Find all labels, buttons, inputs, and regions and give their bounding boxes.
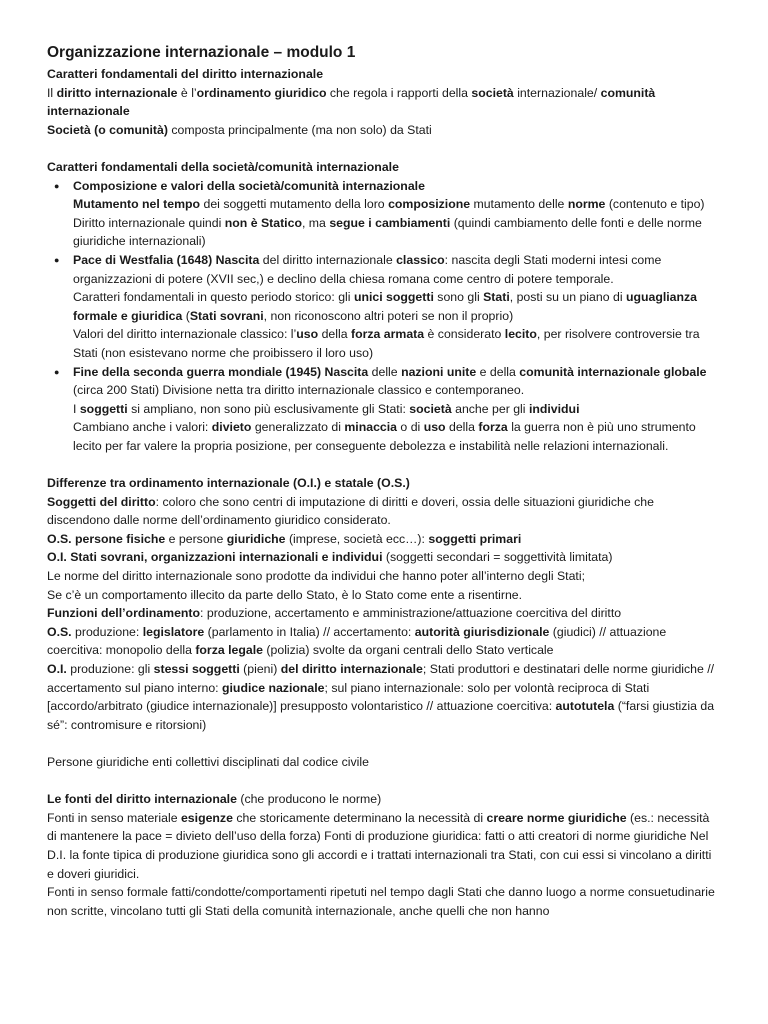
text-run: delle — [368, 364, 402, 379]
bold-text: diritto internazionale — [56, 85, 178, 100]
bold-text: Soggetti del diritto — [47, 494, 156, 509]
text-run: (“farsi giustizia da sé”: contromisure e ritorsioni) — [47, 699, 715, 732]
text-run: : produzione, accertamento e amministrazione/attuazione coercitiva del diritto — [200, 606, 622, 621]
bold-text: autotutela — [555, 699, 615, 714]
text-run: Persone giuridiche enti collettivi disciplinati dal codice civile — [47, 754, 369, 769]
text-run: anche per gli — [451, 401, 529, 416]
paragraph — [47, 660, 719, 734]
text-run: ; sul piano internazionale: solo per volontà reciproca di Stati [accordo/arbitrato (giudice internazionale)] presupposto volontaristico // attuazione coercitiva: — [47, 680, 650, 714]
bullet-item — [73, 251, 719, 363]
bold-text: Caratteri fondamentali della società/comunità internazionale — [47, 159, 399, 174]
paragraph — [47, 567, 719, 586]
text-run: (soggetti secondari = soggettività limitata) — [382, 550, 613, 565]
document-body — [47, 65, 719, 920]
paragraph — [47, 530, 719, 549]
text-run: (pieni) — [239, 662, 281, 676]
bold-text: società — [471, 85, 514, 100]
bold-text: Pace di Westfalia (1648) Nascita — [73, 252, 260, 267]
text-run: sono gli — [433, 290, 484, 305]
text-run: (giudici) // attuazione coercitiva: monopolio della — [47, 624, 667, 658]
bold-text: Caratteri fondamentali del diritto internazionale — [47, 67, 324, 81]
bullet-line — [73, 363, 719, 400]
text-run: o di — [397, 420, 424, 435]
bullet-list — [47, 177, 719, 456]
bullet-line — [73, 195, 719, 214]
text-run: Diritto internazionale quindi — [73, 215, 225, 230]
text-run: è l’ — [177, 85, 197, 100]
bold-text: lecito — [504, 327, 537, 342]
text-run: Fonti in senso formale fatti/condotte/comportamenti ripetuti nel tempo dagli Stati che danno luogo a norme consuetudinarie non scritte, vincolano tutti gli Stati della comunità internazionale, anche quelli che non hanno — [47, 885, 715, 918]
bullet-item — [73, 177, 719, 251]
text-run: I — [73, 401, 80, 416]
bold-text: esigenze — [180, 810, 233, 825]
text-run: ; Stati produttori e destinatari delle norme giuridiche // accertamento sul piano interno: — [47, 662, 715, 695]
text-run: Cambiano anche i valori: — [73, 420, 212, 435]
bullet-line — [73, 177, 719, 196]
paragraph — [47, 548, 719, 567]
bullet-line — [73, 400, 719, 419]
bold-text: giuridiche — [226, 531, 286, 546]
paragraph — [47, 121, 719, 140]
text-run: , non riconoscono altri poteri se non il proprio) — [263, 308, 514, 323]
text-run: Fonti in senso materiale — [47, 810, 181, 825]
bold-text: classico — [396, 252, 445, 267]
text-run: : nascita degli Stati moderni intesi come organizzazioni di potere (XVII sec,) e declino della chiesa romana come centro di potere temporale. — [73, 252, 662, 286]
bold-text: creare norme giuridiche — [486, 810, 627, 825]
bold-text: soggetti primari — [428, 531, 522, 546]
paragraph — [47, 809, 719, 883]
bullet-line — [73, 251, 719, 288]
text-run: produzione: — [71, 624, 143, 639]
bold-text: uso — [296, 327, 319, 342]
paragraph-gap — [47, 772, 719, 791]
document-page — [47, 42, 719, 920]
paragraph — [47, 604, 719, 623]
bold-text: comunità internazionale globale — [519, 364, 707, 379]
bold-text: società — [409, 401, 452, 416]
text-run: ( — [182, 308, 190, 323]
paragraph — [47, 474, 719, 493]
text-run: della — [318, 327, 351, 342]
text-run: che storicamente determinano la necessità di — [232, 810, 487, 825]
bold-text: Differenze tra ordinamento internazionale (O.I.) e statale (O.S.) — [47, 476, 410, 491]
paragraph — [47, 158, 719, 177]
bold-text: divieto — [211, 420, 252, 435]
text-run: del diritto internazionale — [259, 252, 397, 267]
text-run: , per risolvere controversie tra Stati (non esistevano norme che proibissero il loro uso) — [73, 327, 700, 360]
bullet-line — [73, 418, 719, 455]
text-run: , posti su un piano di — [509, 290, 626, 305]
text-run: Le norme del diritto internazionale sono prodotte da individui che hanno poter all’interno degli Stati; — [47, 569, 585, 584]
bold-text: forza armata — [350, 327, 425, 342]
text-run: mutamento delle — [470, 197, 568, 212]
text-run: Caratteri fondamentali in questo periodo storico: gli — [73, 290, 354, 305]
text-run: composta principalmente (ma non solo) da Stati — [167, 122, 432, 137]
paragraph — [47, 65, 719, 84]
bold-text: O.I. Stati sovrani, organizzazioni internazionali e individui — [47, 550, 383, 565]
text-run: (circa 200 Stati) Divisione netta tra diritto internazionale classico e contemporaneo. — [73, 383, 525, 398]
bold-text: uguaglianza formale e giuridica — [73, 290, 698, 323]
text-run: Il — [47, 85, 57, 100]
text-run: internazionale/ — [513, 85, 601, 100]
paragraph-gap — [47, 139, 719, 158]
text-run: (es.: necessità di mantenere la pace = divieto dell’uso della forza) Fonti di produzione giuridica: fatti o atti creatori di norme giuridiche Nel D.I. la fonte tipica di produzione giuridica sono gli accordi e i trattati internazionali tra Stati, con cui essi si vincolano a diritti e doveri giuridici. — [47, 810, 712, 881]
bold-text: forza — [478, 420, 508, 435]
text-run: , ma — [301, 215, 330, 230]
paragraph — [47, 493, 719, 530]
bold-text: individui — [528, 401, 580, 416]
text-run: (parlamento in Italia) // accertamento: — [204, 624, 415, 639]
text-run: e persone — [165, 531, 227, 546]
paragraph — [47, 883, 719, 920]
bullet-item — [73, 363, 719, 456]
bold-text: forza legale — [195, 643, 263, 658]
text-run: generalizzato di — [251, 420, 345, 435]
text-run: si ampliano, non sono più esclusivamente gli Stati: — [127, 401, 410, 416]
bold-text: Composizione e valori della società/comunità internazionale — [73, 178, 425, 193]
bold-text: giudice nazionale — [222, 680, 325, 695]
bold-text: stessi soggetti — [153, 662, 240, 676]
bold-text: non è Statico — [224, 215, 302, 230]
bold-text: O.I. — [47, 662, 67, 676]
bold-text: autorità giurisdizionale — [414, 624, 550, 639]
text-run: Se c’è un comportamento illecito da parte dello Stato, è lo Stato come ente a risentirne. — [47, 587, 523, 602]
bullet-line — [73, 325, 719, 362]
paragraph — [47, 586, 719, 605]
paragraph-gap — [47, 455, 719, 474]
text-run: (contenuto e tipo) — [605, 197, 705, 212]
bold-text: O.S. persone fisiche — [47, 531, 166, 546]
bold-text: segue i cambiamenti — [329, 215, 451, 230]
text-run: produzione: gli — [66, 662, 154, 676]
bold-text: Mutamento nel tempo — [73, 197, 201, 212]
bold-text: soggetti — [79, 401, 128, 416]
text-run: Valori del diritto internazionale classico: l’ — [73, 327, 297, 342]
bold-text: O.S. — [47, 624, 72, 639]
bold-text: Le fonti del diritto internazionale — [47, 792, 237, 807]
text-run: : coloro che sono centri di imputazione di diritti e doveri, ossia delle situazioni giuridiche che discendono dalle norme dell’ordinamento giuridico considerato. — [47, 494, 654, 528]
text-run: e della — [476, 364, 520, 379]
text-run: è considerato — [424, 327, 505, 342]
bold-text: norme — [567, 197, 606, 212]
bold-text: comunità internazionale — [47, 85, 656, 119]
bold-text: Stati — [483, 290, 510, 305]
document-title: Organizzazione internazionale – modulo 1 — [47, 44, 356, 61]
text-run: della — [445, 420, 479, 435]
bold-text: Funzioni dell’ordinamento — [47, 606, 201, 621]
text-run: (polizia) svolte da organi centrali dello Stato verticale — [263, 643, 554, 658]
bold-text: del diritto internazionale — [280, 662, 423, 676]
text-run: (imprese, società ecc…): — [285, 531, 429, 546]
bold-text: uso — [423, 420, 446, 435]
text-run: la guerra non è più uno strumento lecito per far valere la propria posizione, per conseguente debolezza e instabilità nelle relazioni internazionali. — [73, 420, 696, 453]
bold-text: ordinamento giuridico — [196, 85, 327, 100]
paragraph — [47, 623, 719, 660]
text-run: dei soggetti mutamento della loro — [200, 197, 389, 212]
bold-text: composizione — [388, 197, 471, 212]
bold-text: legislatore — [142, 624, 205, 639]
paragraph — [47, 753, 719, 772]
bullet-line — [73, 288, 719, 325]
bold-text: minaccia — [344, 420, 398, 435]
paragraph-gap — [47, 734, 719, 753]
bold-text: Stati sovrani — [189, 308, 264, 323]
bold-text: Società (o comunità) — [47, 122, 168, 137]
bold-text: Fine della seconda guerra mondiale (1945) Nascita — [73, 364, 369, 379]
bold-text: nazioni unite — [401, 364, 477, 379]
text-run: (che producono le norme) — [236, 792, 382, 807]
bold-text: unici soggetti — [353, 290, 434, 305]
paragraph — [47, 790, 719, 809]
text-run: (quindi cambiamento delle fonti e delle norme giuridiche internazionali) — [73, 215, 702, 249]
bullet-line — [73, 214, 719, 251]
paragraph — [47, 84, 719, 121]
text-run: che regola i rapporti della — [326, 85, 472, 100]
